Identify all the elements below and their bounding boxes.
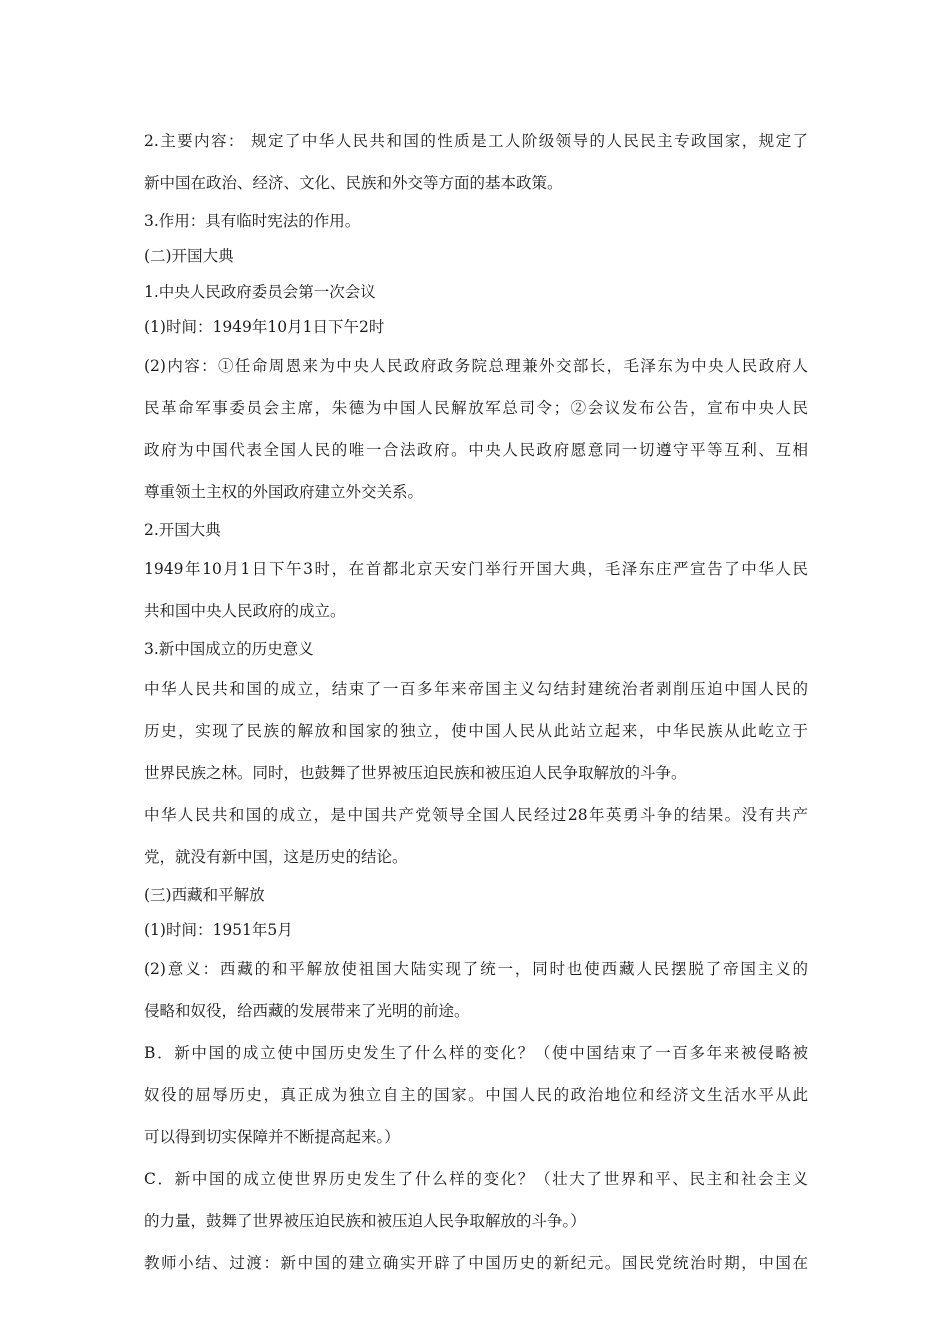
subheading-historical-significance: 3.新中国成立的历史意义 bbox=[144, 640, 314, 659]
text-line-cpc-leadership: 中华人民共和国的成立，是中国共产党领导全国人民经过28年英勇斗争的结果。没有共产 bbox=[144, 805, 808, 824]
text-line-meeting-content-3: 政府为中国代表全国人民的唯一合法政府。中央人民政府愿意同一切遵守平等互利、互相 bbox=[144, 441, 808, 460]
section-heading-founding-ceremony: (二)开国大典 bbox=[144, 247, 234, 266]
text-line-question-b-2: 奴役的屈辱历史，真正成为独立自主的国家。中国人民的政治地位和经济文生活水平从此 bbox=[144, 1086, 808, 1105]
text-line-meeting-content-4: 尊重领土主权的外国政府建立外交关系。 bbox=[144, 483, 424, 502]
text-line-tibet-meaning-2: 侵略和奴役，给西藏的发展带来了光明的前途。 bbox=[144, 1002, 470, 1021]
section-heading-tibet: (三)西藏和平解放 bbox=[144, 885, 265, 904]
text-line-significance: 中华人民共和国的成立，结束了一百多年来帝国主义勾结封建统治者剥削压迫中国人民的 bbox=[144, 679, 808, 698]
text-line-ceremony-2: 共和国中央人民政府的成立。 bbox=[144, 602, 346, 621]
text-line-teacher-summary: 教师小结、过渡：新中国的建立确实开辟了中国历史的新纪元。国民党统治时期，中国在 bbox=[144, 1254, 808, 1273]
text-line-meeting-content-2: 民革命军事委员会主席，朱德为中国人民解放军总司令；②会议发布公告，宣布中央人民 bbox=[144, 399, 808, 418]
text-line-main-content-cont: 新中国在政治、经济、文化、民族和外交等方面的基本政策。 bbox=[144, 174, 563, 192]
text-line-question-c-2: 的力量，鼓舞了世界被压迫民族和被压迫人民争取解放的斗争。） bbox=[144, 1212, 586, 1231]
text-line-cpc-leadership-2: 党，就没有新中国，这是历史的结论。 bbox=[144, 847, 408, 866]
text-line-question-b-3: 可以得到切实保障并不断提高起来。） bbox=[144, 1128, 400, 1147]
document-body bbox=[144, 120, 808, 1284]
text-line-tibet-meaning: (2)意义：西藏的和平解放使祖国大陆实现了统一，同时也使西藏人民摆脱了帝国主义的 bbox=[144, 960, 808, 979]
text-line-tibet-time: (1)时间：1951年5月 bbox=[144, 921, 293, 940]
text-line-question-c: C．新中国的成立使世界历史发生了什么样的变化？（壮大了世界和平、民主和社会主义 bbox=[144, 1170, 808, 1189]
text-line-meeting-content: (2)内容：①任命周恩来为中央人民政府政务院总理兼外交部长，毛泽东为中央人民政府人 bbox=[144, 357, 808, 376]
text-line-ceremony: 1949年10月1日下午3时，在首都北京天安门举行开国大典，毛泽东庄严宣告了中华人民 bbox=[144, 560, 808, 579]
text-line-significance-2: 历史，实现了民族的解放和国家的独立，使中国人民从此站立起来，中华民族从此屹立于 bbox=[144, 721, 808, 740]
text-line-question-b: B．新中国的成立使中国历史发生了什么样的变化？（使中国结束了一百多年来被侵略被 bbox=[144, 1044, 808, 1063]
subheading-founding-ceremony: 2.开国大典 bbox=[144, 521, 221, 540]
text-line-meeting-time: (1)时间：1949年10月1日下午2时 bbox=[144, 317, 385, 336]
text-line-main-content: 2.主要内容： 规定了中华人民共和国的性质是工人阶级领导的人民民主专政国家，规定了 bbox=[144, 132, 808, 150]
subheading-first-meeting: 1.中央人民政府委员会第一次会议 bbox=[144, 282, 376, 301]
text-line-significance-3: 世界民族之林。同时，也鼓舞了世界被压迫民族和被压迫人民争取解放的斗争。 bbox=[144, 763, 687, 782]
text-line-function: 3.作用：具有临时宪法的作用。 bbox=[144, 212, 361, 230]
